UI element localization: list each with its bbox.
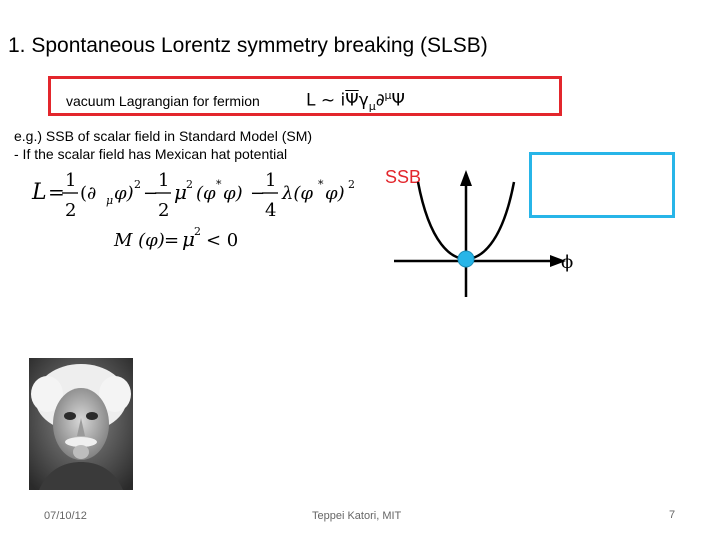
- term3-star: *: [318, 178, 324, 191]
- term3-lambda: λ(φ: [282, 183, 314, 204]
- potential-diagram: [380, 160, 570, 300]
- term2-sup: 2: [186, 178, 193, 191]
- formula-partial-sup: μ: [384, 89, 392, 102]
- frac3-num: 1: [265, 170, 277, 191]
- frac2-den: 2: [158, 200, 170, 221]
- formula-l: L ~ i: [306, 90, 346, 111]
- minus-2: −: [250, 183, 266, 204]
- formula-psi-bar: $\overline{\Psi}$: [345, 90, 359, 111]
- frac2-num: 1: [158, 170, 170, 191]
- phi-label: ϕ: [561, 252, 574, 273]
- mass-lhs: M (φ): [114, 230, 165, 251]
- frac1-num: 1: [65, 170, 77, 191]
- lagrangian-lhs: L: [32, 180, 47, 205]
- term3-sup: 2: [348, 178, 355, 191]
- scalar-lagrangian-equation: [28, 166, 368, 256]
- term1-sup: 2: [134, 178, 141, 191]
- fermion-lagrangian-formula: [306, 89, 405, 113]
- term2-close: φ): [223, 183, 243, 204]
- field-ball: [458, 251, 474, 267]
- frac3-den: 4: [265, 200, 277, 221]
- lagrangian-eq: =: [48, 180, 65, 204]
- mass-sup: 2: [194, 225, 201, 238]
- term1-close: φ): [114, 183, 134, 204]
- term1-open: (∂: [80, 183, 97, 204]
- footer-author: Teppei Katori, MIT: [312, 510, 402, 522]
- formula-gamma: γ: [358, 90, 369, 111]
- example-line-2: - If the scalar field has Mexican hat potential: [14, 146, 288, 162]
- vertical-axis-arrow: [460, 170, 472, 186]
- term3-close: φ): [325, 183, 345, 204]
- formula-psi: Ψ: [391, 90, 405, 111]
- formula-partial: ∂: [375, 90, 385, 111]
- footer-date: 07/10/12: [44, 510, 87, 522]
- example-line-1: e.g.) SSB of scalar field in Standard Model (SM): [14, 128, 313, 144]
- footer-page-number: 7: [669, 509, 676, 521]
- mass-eq: =: [164, 230, 180, 251]
- ssb-label: SSB: [385, 167, 422, 187]
- mass-rel: < 0: [206, 230, 239, 251]
- minus-1: −: [143, 183, 159, 204]
- frac1-den: 2: [65, 200, 77, 221]
- term2-star: *: [216, 178, 222, 191]
- term1-sub: μ: [106, 194, 114, 207]
- term2-mu: μ: [174, 180, 187, 204]
- term2-paren: (φ: [196, 183, 216, 204]
- box-label: vacuum Lagrangian for fermion: [66, 93, 260, 109]
- formula-gamma-sub: μ: [368, 100, 376, 114]
- slide-title: 1. Spontaneous Lorentz symmetry breaking (SLSB): [8, 34, 488, 57]
- mass-mu: μ: [182, 227, 195, 251]
- portrait-photo: [29, 358, 133, 490]
